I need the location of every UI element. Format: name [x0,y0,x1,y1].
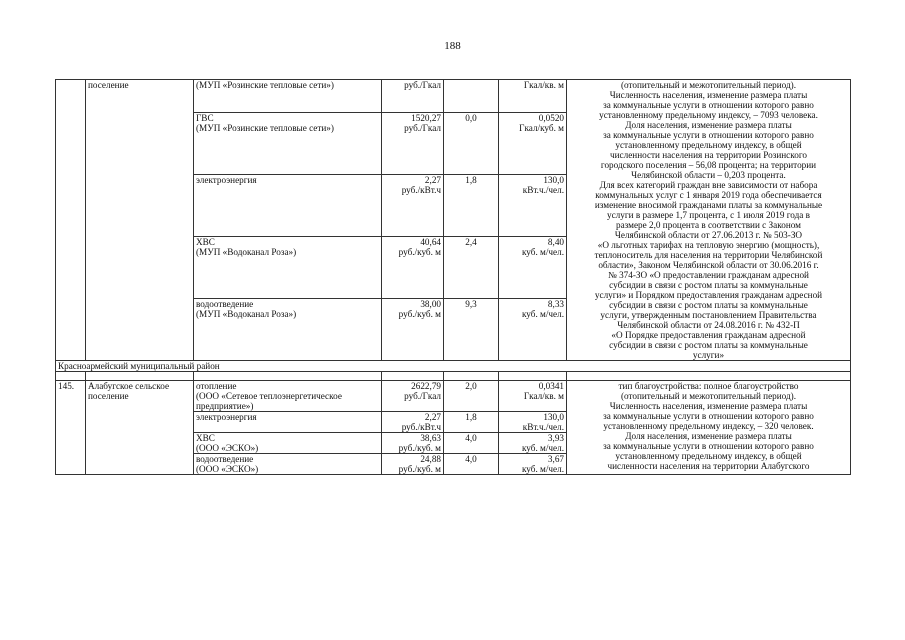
section-alabugskoe [56,381,851,475]
service-name: водоотведение [196,454,254,464]
service-row [56,80,851,113]
norm-value: куб. м/чел. [521,246,564,257]
increase-value: 2,0 [465,381,477,391]
increase-value: 2,4 [465,236,477,247]
tariff-value: руб./Гкал [404,80,441,90]
tariff-value: руб./куб. м [398,464,441,474]
service-name-cell [194,236,382,298]
settlement-name: поселение [88,391,129,401]
tariff-cell [382,298,444,360]
description-line: коммунальных услуг с 1 января 2019 года обеспечивается [595,190,822,200]
description-cell [567,381,851,475]
increase-cell [444,112,499,174]
increase-cell [444,412,499,433]
norm-value: кВт.ч./чел. [522,422,564,432]
norm-cell [499,454,567,475]
description-line: субсидии в связи с ростом платы за коммунальные [609,340,808,350]
increase-cell [444,236,499,298]
tariff-value: руб./Гкал [404,122,441,133]
description-line: (отопительный и межотопительный период). [620,391,797,401]
tariff-cell [382,80,444,113]
tariff-value: руб./кВт.ч [401,422,441,432]
service-name-cell [194,80,382,113]
increase-value: 9,3 [465,298,477,309]
service-name: ХВС [196,433,215,443]
increase-value: 1,8 [465,174,477,185]
row-number-cell [56,80,86,361]
description-line: установленному предельному индексу, в общей [615,451,802,461]
service-name: (МУП «Розинские тепловые сети») [196,80,334,90]
service-name-cell [194,298,382,360]
norm-value: Гкал/куб. м [519,122,564,133]
settlement-cell [86,80,194,361]
settlement-name: поселение [88,80,129,90]
norm-value: 130,0 [543,174,564,185]
description-line: области», Законом Челябинской области от 30.06.2016 г. [598,260,819,270]
description-line: Численность населения, изменение размера платы [609,401,808,411]
increase-cell [444,433,499,454]
increase-cell [444,298,499,360]
norm-cell [499,298,567,360]
norm-value: 8,40 [547,236,564,247]
region-block [56,361,851,381]
spacer-cell [56,372,86,381]
tariff-value: руб./кВт.ч [401,184,441,195]
norm-cell [499,174,567,236]
description-line: услуги» и Порядком предоставления гражданам адресной [594,290,823,300]
description-line: теплоноситель для населения на территории Челябинской [594,250,823,260]
spacer-cell [382,372,444,381]
norm-cell [499,236,567,298]
increase-value: 1,8 [465,412,477,422]
spacer-cell [86,372,194,381]
increase-value: 4,0 [465,433,477,443]
norm-cell [499,112,567,174]
description-line: услуги» [692,350,725,360]
tariff-cell [382,412,444,433]
row-number-cell [56,381,86,475]
region-header: Красноармейский муниципальный район [56,361,851,372]
description-line: Доля населения, изменение размера платы [625,120,792,130]
norm-cell [499,433,567,454]
description-cell [567,80,851,361]
service-name-cell [194,454,382,475]
norm-cell [499,412,567,433]
description-line: за коммунальные услуги в отношении которого равно [603,441,814,451]
description-line: услуги, утвержденным постановлением Правительства [600,310,817,320]
spacer-cell [194,372,382,381]
tariff-cell [382,433,444,454]
tariff-value: руб./куб. м [398,308,441,319]
norm-cell [499,381,567,412]
service-name: электроэнергия [196,174,257,185]
increase-cell [444,174,499,236]
norm-value: 3,93 [547,433,564,443]
norm-value: Гкал/кв. м [523,391,564,401]
service-name: водоотведение [196,298,254,309]
tariff-value: 38,00 [420,298,441,309]
description-line: субсидии в связи с ростом платы за коммунальные [609,280,808,290]
description-line: численности населения на территории Алабугского [607,461,810,471]
service-name-cell [194,412,382,433]
description-line: тип благоустройства: полное благоустройство [618,381,799,391]
increase-value: 4,0 [465,454,477,464]
region-row [56,361,851,372]
service-name: электроэнергия [196,412,257,422]
service-name-cell [194,433,382,454]
description-line: Для всех категорий граждан вне зависимости от набора [599,180,818,190]
tariff-value: 24,88 [420,454,441,464]
tariff-value: руб./куб. м [398,443,441,453]
settlement-name: Алабугское сельское [88,381,170,391]
description-line: городского поселения – 56,08 процента; на территории [600,160,817,170]
description-line: за коммунальные услуги в отношении которого равно [603,411,814,421]
description-line: изменение вносимой гражданами платы за коммунальные [594,200,823,210]
spacer-cell [567,372,851,381]
tariff-value: руб./Гкал [404,391,441,401]
description-line: Доля населения, изменение размера платы [625,431,792,441]
tariff-value: руб./куб. м [398,246,441,257]
tariff-table [55,79,851,475]
description-line: установленному предельному индексу, – 320 человек. [603,421,814,431]
description-line: № 374-ЗО «О предоставлении гражданам адресной [608,270,809,280]
tariff-value: 1520,27 [411,112,441,123]
service-name: ХВС [196,236,215,247]
description-line: услуги в размере 1,7 процента, с 1 июля 2019 года в [607,210,810,220]
norm-value: 0,0520 [538,112,564,123]
description-line: «О льготных тарифах на тепловую энергию (мощность), [597,240,820,250]
service-name: (ООО «ЭСКО») [196,443,259,453]
increase-value: 0,0 [465,112,477,123]
service-name: (ООО «Сетевое теплоэнергетическое [196,391,342,401]
page-number: 188 [444,40,461,52]
description-line: за коммунальные услуги в отношении которого равно [603,100,814,110]
section-rozinskoe [56,80,851,361]
tariff-cell [382,454,444,475]
norm-value: 8,33 [547,298,564,309]
norm-value: куб. м/чел. [521,308,564,319]
norm-value: куб. м/чел. [521,464,564,474]
norm-value: 3,67 [547,454,564,464]
service-name: (МУП «Водоканал Роза») [196,246,297,257]
description-line: установленному предельному индексу, в общей [615,140,802,150]
tariff-cell [382,381,444,412]
description-line: установленному предельному индексу, – 7093 человека. [599,110,818,120]
spacer-cell [499,372,567,381]
settlement-cell [86,381,194,475]
description-line: за коммунальные услуги в отношении которого равно [603,130,814,140]
description-line: «О Порядке предоставления гражданам адресной [611,330,806,340]
norm-value: 130,0 [543,412,564,422]
tariff-value: 2622,79 [411,381,441,391]
description-line: Челябинской области от 24.08.2016 г. № 432-П [617,320,800,330]
tariff-value: 40,64 [420,236,441,247]
service-name: (МУП «Розинские тепловые сети») [196,122,334,133]
service-name: отопление [196,381,237,391]
service-name: (ООО «ЭСКО») [196,464,259,474]
description-line: Численность населения, изменение размера платы [609,90,808,100]
description-line: размере 2,0 процента в соответствии с Законом [616,220,801,230]
increase-cell [444,80,499,113]
description-line: субсидии в связи с ростом платы за коммунальные [609,300,808,310]
description-line: Челябинской области – 0,203 процента. [631,170,786,180]
norm-value: 0,0341 [538,381,564,391]
norm-value: кВт.ч./чел. [522,184,564,195]
service-row [56,381,851,412]
tariff-value: 2,27 [424,174,441,185]
service-name: (МУП «Водоканал Роза») [196,308,297,319]
spacer-row [56,372,851,381]
norm-value: куб. м/чел. [521,443,564,453]
tariff-value: 38,63 [420,433,441,443]
service-name-cell [194,174,382,236]
description-line: (отопительный и межотопительный период). [620,80,797,90]
description-line: Челябинской области от 27.06.2013 г. № 503-ЗО [614,230,803,240]
service-name-cell [194,112,382,174]
service-name-cell [194,381,382,412]
service-name: ГВС [196,112,214,123]
description-line: численности населения на территории Розинского [610,150,807,160]
norm-cell [499,80,567,113]
tariff-cell [382,112,444,174]
increase-cell [444,454,499,475]
tariff-cell [382,174,444,236]
spacer-cell [444,372,499,381]
service-name: предприятие») [196,401,254,411]
norm-value: Гкал/кв. м [523,80,564,90]
tariff-cell [382,236,444,298]
row-number: 145. [58,381,75,391]
tariff-value: 2,27 [424,412,441,422]
increase-cell [444,381,499,412]
